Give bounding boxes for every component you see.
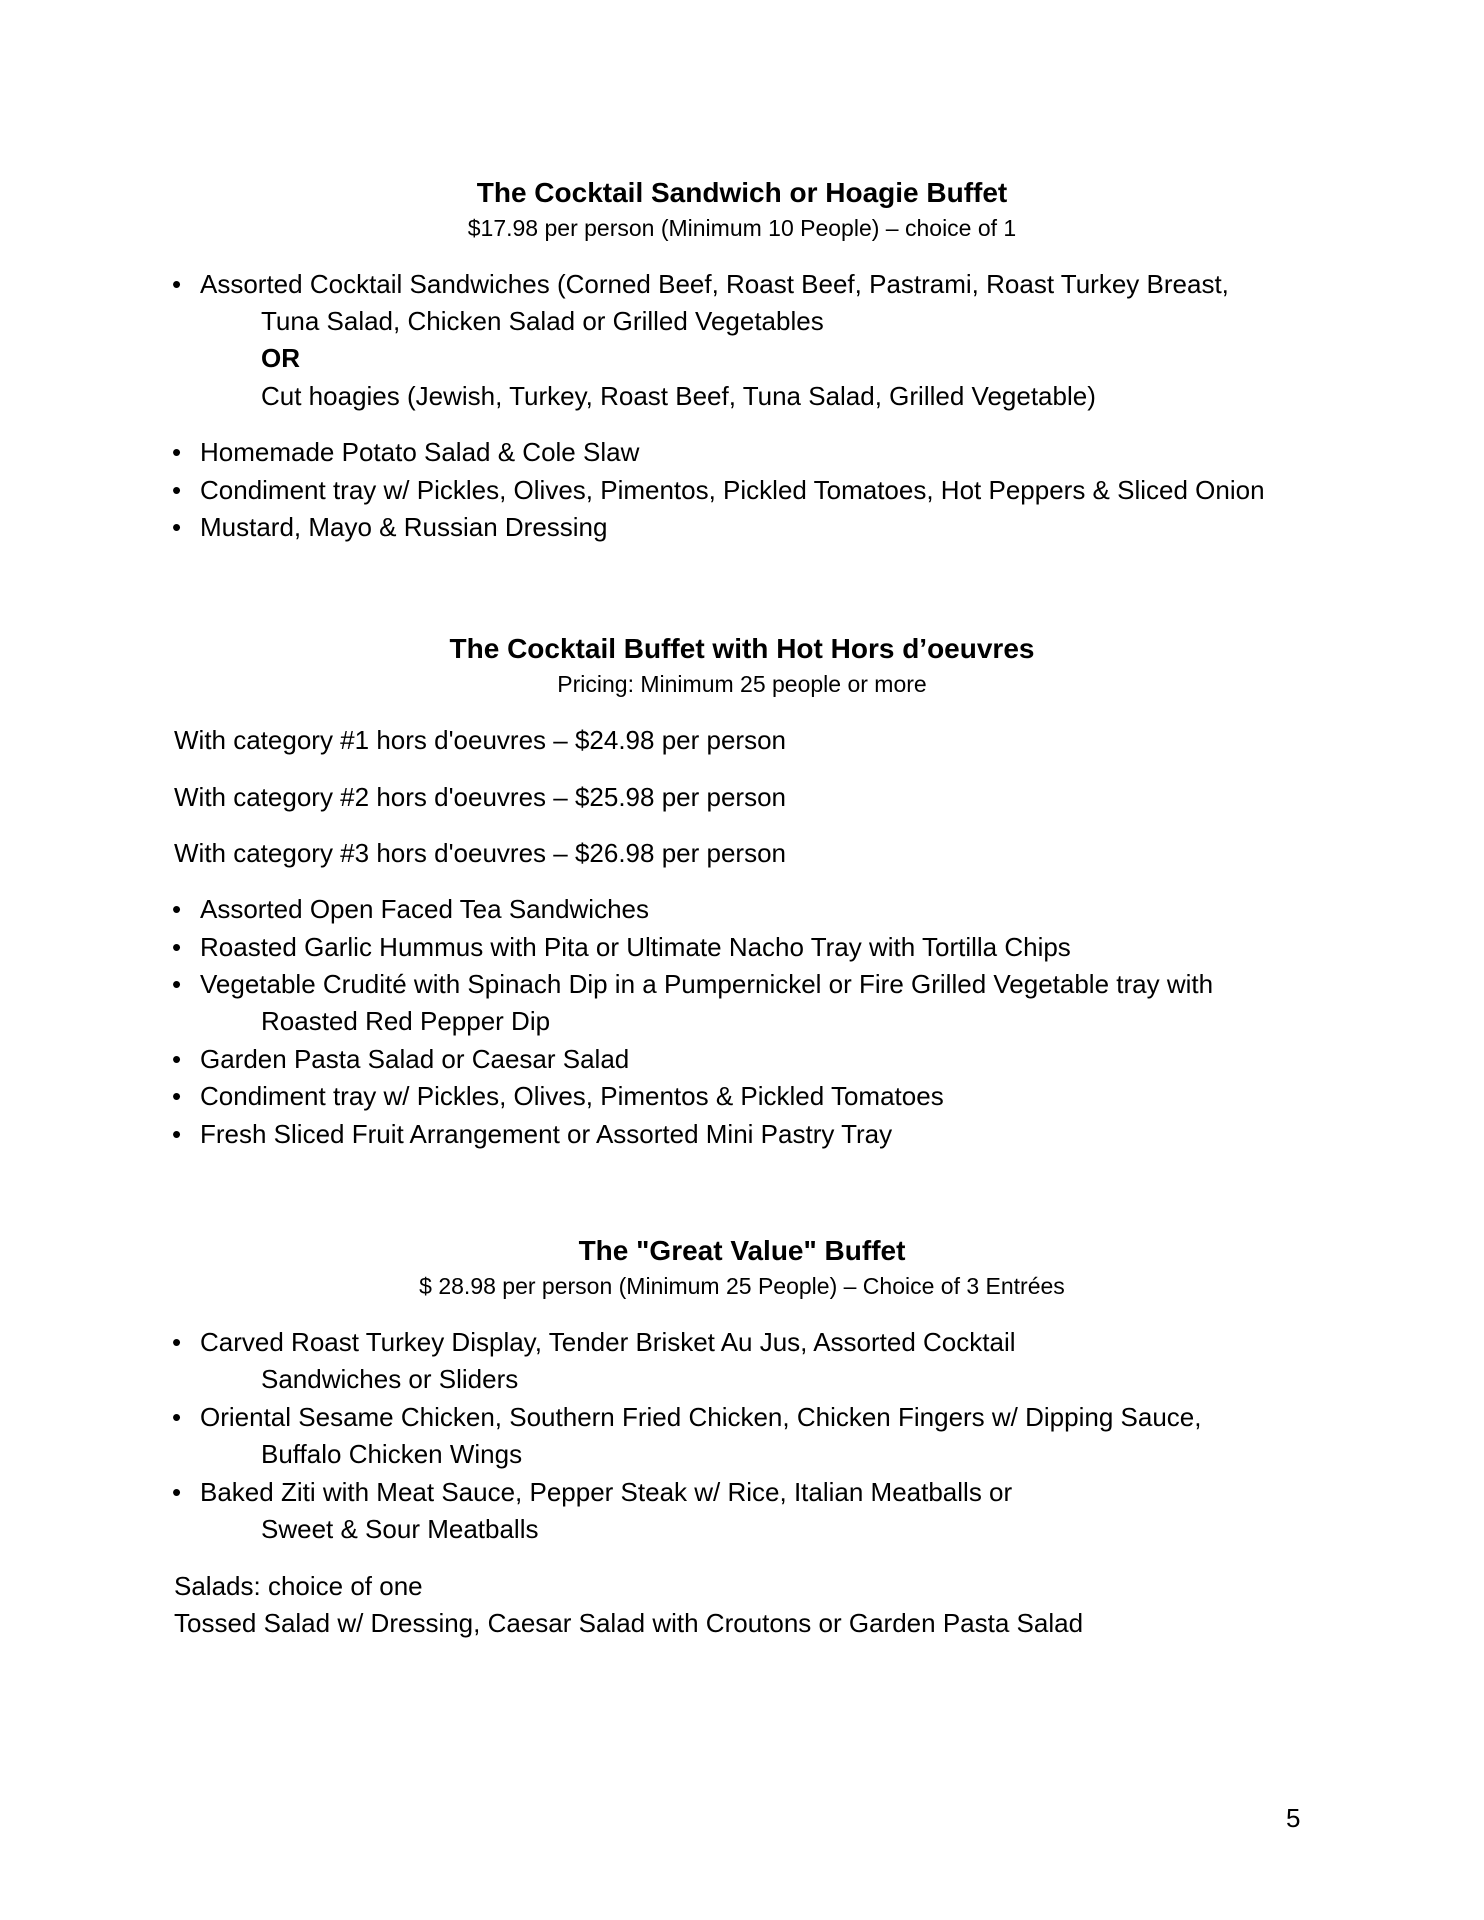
list-item: Mustard, Mayo & Russian Dressing: [200, 512, 608, 542]
section-subtitle-hoagie-buffet: $17.98 per person (Minimum 10 People) – choice of 1: [467, 215, 1017, 241]
bullet-dot: •: [172, 475, 182, 505]
list-item: Assorted Open Faced Tea Sandwiches: [200, 894, 650, 924]
list-item: Assorted Cocktail Sandwiches (Corned Beef, Roast Beef, Pastrami, Roast Turkey Breast,: [200, 269, 1229, 299]
list-item-continuation: Roasted Red Pepper Dip: [261, 1006, 551, 1036]
bullet-dot: •: [172, 1119, 182, 1149]
salads-options: Tossed Salad w/ Dressing, Caesar Salad with Croutons or Garden Pasta Salad: [174, 1608, 1084, 1638]
bullet-dot: •: [172, 512, 182, 542]
list-item: Roasted Garlic Hummus with Pita or Ultimate Nacho Tray with Tortilla Chips: [200, 932, 1071, 962]
bullet-dot: •: [172, 437, 182, 467]
section-title-hoagie-buffet: The Cocktail Sandwich or Hoagie Buffet: [476, 177, 1008, 208]
list-item: Garden Pasta Salad or Caesar Salad: [200, 1044, 630, 1074]
bullet-dot: •: [172, 269, 182, 299]
list-item-continuation: Sweet & Sour Meatballs: [261, 1514, 539, 1544]
list-item: Fresh Sliced Fruit Arrangement or Assorted Mini Pastry Tray: [200, 1119, 893, 1149]
list-item: Oriental Sesame Chicken, Southern Fried Chicken, Chicken Fingers w/ Dipping Sauce,: [200, 1402, 1202, 1432]
section-subtitle-great-value-buffet: $ 28.98 per person (Minimum 25 People) – Choice of 3 Entrées: [419, 1273, 1065, 1299]
section-title-great-value-buffet: The "Great Value" Buffet: [578, 1235, 906, 1266]
salads-label: Salads: choice of one: [174, 1571, 423, 1601]
list-item: Vegetable Crudité with Spinach Dip in a Pumpernickel or Fire Grilled Vegetable tray with: [200, 969, 1214, 999]
list-item: Carved Roast Turkey Display, Tender Brisket Au Jus, Assorted Cocktail: [200, 1327, 1016, 1357]
or-divider: OR: [261, 343, 300, 373]
bullet-dot: •: [172, 1477, 182, 1507]
bullet-dot: •: [172, 1402, 182, 1432]
bullet-dot: •: [172, 1081, 182, 1111]
page-number: 5: [1286, 1803, 1301, 1833]
list-item-continuation: Buffalo Chicken Wings: [261, 1439, 523, 1469]
bullet-dot: •: [172, 1327, 182, 1357]
bullet-dot: •: [172, 932, 182, 962]
pricing-line: With category #2 hors d'oeuvres – $25.98 per person: [174, 782, 786, 812]
pricing-line: With category #3 hors d'oeuvres – $26.98 per person: [174, 838, 786, 868]
list-item-continuation: Cut hoagies (Jewish, Turkey, Roast Beef, Tuna Salad, Grilled Vegetable): [261, 381, 1096, 411]
list-item-continuation: Sandwiches or Sliders: [261, 1364, 519, 1394]
pricing-line: With category #1 hors d'oeuvres – $24.98 per person: [174, 725, 786, 755]
section-subtitle-cocktail-buffet: Pricing: Minimum 25 people or more: [557, 671, 927, 697]
list-item: Baked Ziti with Meat Sauce, Pepper Steak w/ Rice, Italian Meatballs or: [200, 1477, 1013, 1507]
list-item: Homemade Potato Salad & Cole Slaw: [200, 437, 640, 467]
bullet-dot: •: [172, 969, 182, 999]
list-item: Condiment tray w/ Pickles, Olives, Pimentos, Pickled Tomatoes, Hot Peppers & Sliced Onion: [200, 475, 1265, 505]
list-item-continuation: Tuna Salad, Chicken Salad or Grilled Vegetables: [261, 306, 824, 336]
bullet-dot: •: [172, 894, 182, 924]
bullet-dot: •: [172, 1044, 182, 1074]
list-item: Condiment tray w/ Pickles, Olives, Pimentos & Pickled Tomatoes: [200, 1081, 944, 1111]
section-title-cocktail-buffet: The Cocktail Buffet with Hot Hors d’oeuvres: [449, 633, 1035, 664]
